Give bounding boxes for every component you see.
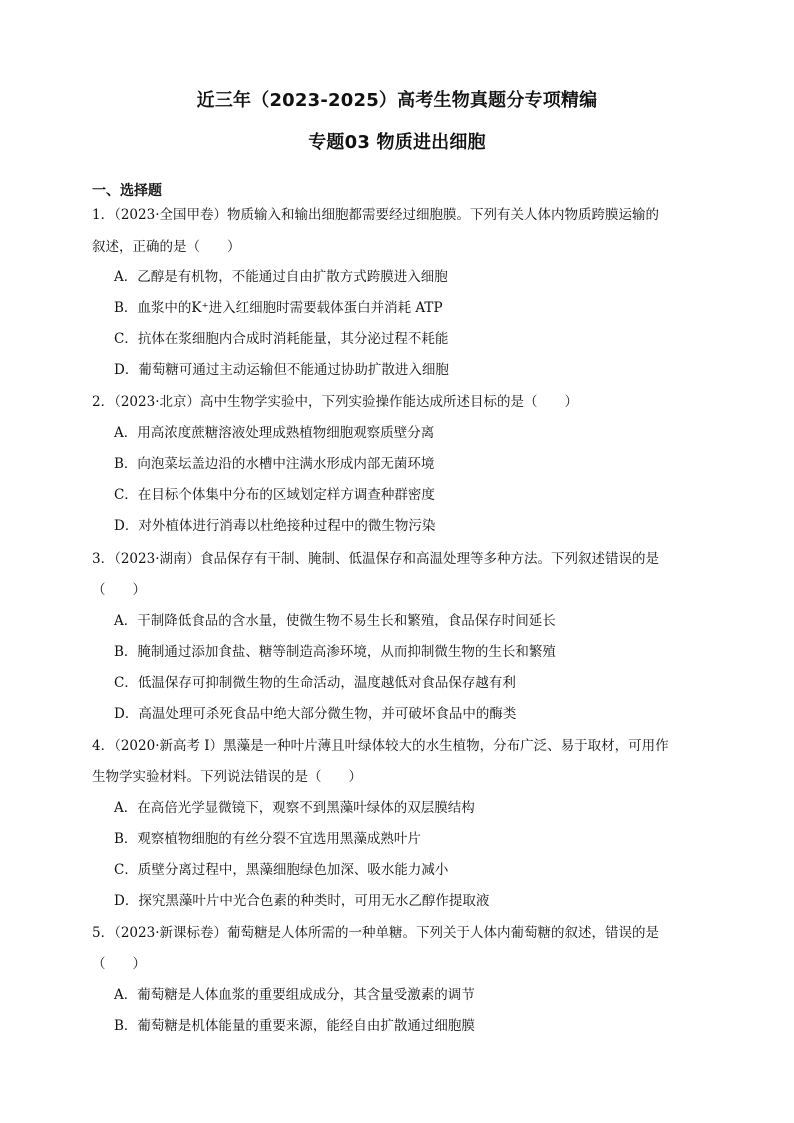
question-1-stem: 1．（2023·全国甲卷）物质输入和输出细胞都需要经过细胞膜。下列有关人体内物质跨膜运输的 <box>92 207 659 223</box>
question-1-stem-cont: 叙述，正确的是（ ） <box>92 239 241 255</box>
question-1-option-b: B．血浆中的K⁺进入红细胞时需要载体蛋白并消耗 ATP <box>114 300 443 316</box>
question-2-option-b: B．向泡菜坛盖边沿的水槽中注满水形成内部无菌环境 <box>114 456 435 472</box>
question-3-option-d: D．高温处理可杀死食品中绝大部分微生物，并可破坏食品中的酶类 <box>114 706 517 722</box>
question-4-option-c: C．质壁分离过程中，黑藻细胞绿色加深、吸水能力减小 <box>114 862 449 878</box>
question-4-option-d: D．探究黑藻叶片中光合色素的种类时，可用无水乙醇作提取液 <box>114 893 490 909</box>
question-2-option-d: D．对外植体进行消毒以杜绝接种过程中的微生物污染 <box>114 518 436 534</box>
question-5-stem-cont: （ ） <box>92 956 146 972</box>
question-1-option-c: C．抗体在浆细胞内合成时消耗能量，其分泌过程不耗能 <box>114 331 449 347</box>
question-4-option-a: A．在高倍光学显微镜下，观察不到黑藻叶绿体的双层膜结构 <box>114 800 475 816</box>
question-2-option-c: C．在目标个体集中分布的区域划定样方调查种群密度 <box>114 487 435 503</box>
question-1-option-a: A．乙醇是有机物，不能通过自由扩散方式跨膜进入细胞 <box>114 269 448 285</box>
question-5-option-b: B．葡萄糖是机体能量的重要来源，能经自由扩散通过细胞膜 <box>114 1018 475 1034</box>
section-heading: 一、选择题 <box>92 183 162 199</box>
question-4-stem-cont: 生物学实验材料。下列说法错误的是（ ） <box>92 769 362 785</box>
question-4-stem: 4．（2020·新高考 I）黑藻是一种叶片薄且叶绿体较大的水生植物，分布广泛、易于取材，可用作 <box>92 738 669 754</box>
question-3-stem: 3．（2023·湖南）食品保存有干制、腌制、低温保存和高温处理等多种方法。下列叙述错误的是 <box>92 551 659 567</box>
question-4-option-b: B．观察植物细胞的有丝分裂不宜选用黑藻成熟叶片 <box>114 831 421 847</box>
question-3-stem-cont: （ ） <box>92 582 146 598</box>
question-2-stem: 2．（2023·北京）高中生物学实验中，下列实验操作能达成所述目标的是（ ） <box>92 394 578 410</box>
question-5-stem: 5．（2023·新课标卷）葡萄糖是人体所需的一种单糖。下列关于人体内葡萄糖的叙述，错误的是 <box>92 925 659 941</box>
question-2-option-a: A．用高浓度蔗糖溶液处理成熟植物细胞观察质壁分离 <box>114 425 435 441</box>
question-3-option-c: C．低温保存可抑制微生物的生命活动，温度越低对食品保存越有利 <box>114 675 516 691</box>
question-5-option-a: A．葡萄糖是人体血浆的重要组成成分，其含量受激素的调节 <box>114 987 475 1003</box>
document-title: 近三年（2023-2025）高考生物真题分专项精编 <box>196 90 598 111</box>
document-subtitle: 专题03 物质进出细胞 <box>308 132 486 153</box>
question-3-option-a: A．干制降低食品的含水量，使微生物不易生长和繁殖，食品保存时间延长 <box>114 613 556 629</box>
question-3-option-b: B．腌制通过添加食盐、糖等制造高渗环境，从而抑制微生物的生长和繁殖 <box>114 644 556 660</box>
question-1-option-d: D．葡萄糖可通过主动运输但不能通过协助扩散进入细胞 <box>114 362 449 378</box>
